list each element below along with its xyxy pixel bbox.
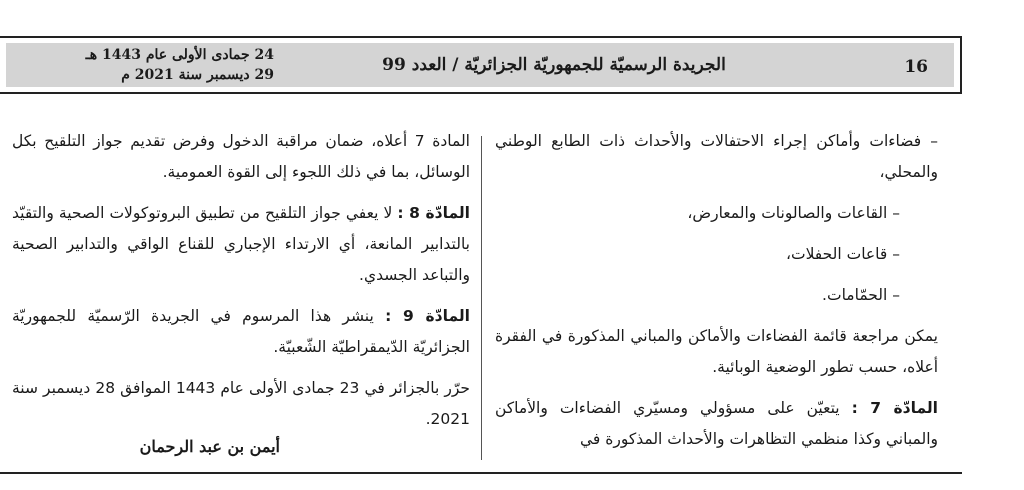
article-9-text: ينشر هذا المرسوم في الجريدة الرّسميّة للجمهوريّة الجزائريّة الدّيمقراطيّة الشّعبيّة. [12, 307, 470, 356]
article-9 [12, 301, 470, 363]
date-hijri: 24 جمادى الأولى عام 1443 هـ [85, 47, 274, 63]
signature-name: أيمن بن عبد الرحمان [139, 437, 280, 456]
article-7-label: المادّة 7 : [851, 399, 938, 417]
article-8 [12, 198, 470, 291]
page-header [0, 36, 962, 94]
article-9-label: المادّة 9 : [385, 307, 470, 325]
left-column [12, 126, 470, 445]
review-paragraph: يمكن مراجعة قائمة الفضاءات والأماكن والمباني المذكورة في الفقرة أعلاه، حسب تطور الوضعية الوبائية. [495, 327, 938, 376]
date-gregorian: 29 ديسمبر سنة 2021 م [121, 67, 274, 83]
venues-paragraph: – فضاءات وأماكن إجراء الاحتفالات والأحداث ذات الطابع الوطني والمحلي، [495, 132, 938, 181]
column-divider [481, 136, 482, 460]
article-8-label: المادّة 8 : [397, 204, 470, 222]
done-at-paragraph: حرّر بالجزائر في 23 جمادى الأولى عام 1443 الموافق 28 ديسمبر سنة 2021. [12, 379, 470, 428]
article-8-text: لا يعفي جواز التلقيح من تطبيق البروتوكولات الصحية والتقيّد بالتدابير المانعة، أي الارتداء الإجباري للقناع الواقي والتدابير الصحية والتباعد الجسدي. [12, 204, 470, 284]
list-item-halls: – القاعات والصالونات والمعارض، [687, 204, 900, 222]
continuation-paragraph: المادة 7 أعلاه، ضمان مراقبة الدخول وفرض تقديم جواز التلقيح بكل الوسائل، بما في ذلك اللجوء إلى القوة العمومية. [12, 132, 470, 181]
header-band [6, 43, 954, 87]
issue-date [24, 45, 274, 85]
list-item-party-halls: – قاعات الحفلات، [785, 245, 900, 263]
right-column [495, 126, 938, 465]
article-7-text: يتعيّن على مسؤولي ومسيّري الفضاءات والأماكن والمباني وكذا منظمي التظاهرات والأحداث المذكورة في [495, 399, 938, 448]
article-7 [495, 393, 938, 455]
list-item-baths: – الحمّامات. [822, 286, 900, 304]
journal-title: الجريدة الرسميّة للجمهوريّة الجزائريّة / العدد 99 [382, 55, 726, 75]
page-number: 16 [904, 57, 928, 77]
page-bottom-rule [0, 472, 962, 474]
